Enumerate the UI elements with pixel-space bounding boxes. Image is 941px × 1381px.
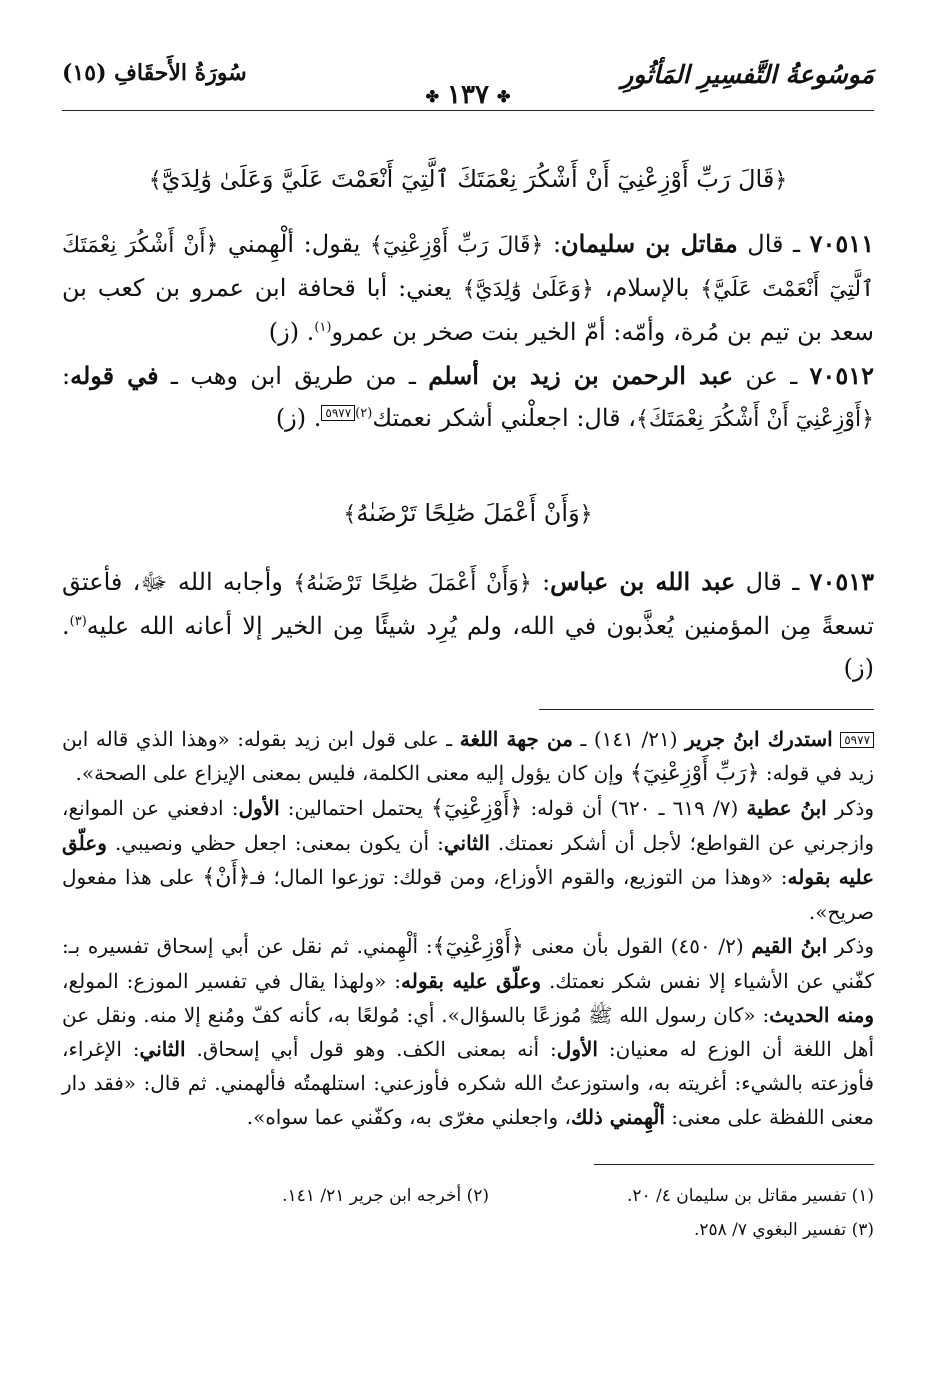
quran-quote: ﴿قَالَ رَبِّ أَوْزِعْنِيٓ﴾: [369, 233, 544, 258]
text-segment: :: [543, 230, 562, 258]
text-segment: : «كان رسول الله ﷺ مُوزعًا بالسؤال». أي: مُولعًا به، كأنه كفّ ومُنع إلا منه. ونقل عن أهل اللغة أن الوزع له معنيان:: [62, 1003, 874, 1061]
text-segment: (٢١/ ١٤١) ـ: [572, 727, 686, 751]
bold-phrase: الأول: [556, 1037, 598, 1061]
quran-quote: ﴿أَنْ أَشْكُرَ نِعْمَتَكَ ٱلَّتِيٓ أَنْعَمْتَ عَلَيَّ﴾: [62, 233, 874, 302]
bold-phrase: استدرك ابنُ جرير: [685, 727, 833, 751]
text-segment: ـ على قول ابن زيد بقوله: «وهذا الذي قاله ابن زيد في قوله:: [62, 727, 874, 785]
commentary-paragraph-2: [62, 791, 874, 929]
footnote-ref[interactable]: (٣): [69, 614, 87, 629]
text-segment: : أن يكون بمعنى: اجعل حظي ونصيبي.: [106, 831, 444, 855]
text-segment: [833, 727, 841, 751]
bold-phrase: ابنُ القيم: [751, 934, 828, 958]
entry-70513: [62, 561, 874, 689]
quran-quote: ﴿وَأَنْ أَعْمَلَ صَٰلِحًا تَرْضَىٰهُ﴾: [293, 571, 532, 596]
footnote-2: (٢) أخرجه ابن جرير ٢١/ ١٤١.: [282, 1186, 489, 1206]
quran-quote: ﴿أَوْزِعْنِيٓ﴾: [431, 796, 523, 821]
text-segment: (٧/ ٦١٩ ـ ٦٢٠) أن قوله:: [522, 796, 747, 820]
page: [62, 58, 874, 1358]
text-segment: (٢/ ٤٥٠) القول بأن معنى: [523, 934, 752, 958]
commentary-ref-box: ٥٩٧٧: [840, 732, 874, 748]
ornament-icon: ✤: [496, 86, 511, 106]
text-segment: . (ز): [62, 612, 874, 682]
ornament-icon: ✤: [425, 86, 440, 106]
entry-number: ٧٠٥١١: [809, 229, 875, 258]
bold-phrase: الأول: [238, 796, 280, 820]
text-segment: وذكر: [827, 934, 874, 958]
main-text: [62, 223, 874, 441]
commentary-paragraph-1: [62, 722, 874, 791]
bold-phrase: ابنُ عطية: [746, 796, 827, 820]
text-segment: ، قال: اجعلْني أشكر نعمتك: [372, 404, 637, 432]
footnote-row: [62, 1179, 874, 1213]
bracket-close: ﴾: [148, 168, 162, 193]
text-segment: بالإسلام،: [593, 274, 701, 302]
bold-phrase: الثاني: [139, 1037, 186, 1061]
text-segment: :: [531, 568, 551, 596]
text-segment: وذكر: [826, 796, 874, 820]
text-segment: : ألْهِمني. ثم نقل عن أبي إسحاق تفسيره بـ: كفّني عن الأشياء إلا نفس شكر نعمتك.: [62, 934, 874, 993]
page-number: ١٣٧: [447, 80, 489, 110]
commentary-paragraph-3: [62, 929, 874, 1134]
text-segment: ، واجعلني مغرّى به، وكفّني عما سواه».: [246, 1105, 571, 1129]
entry-70512: [62, 355, 874, 441]
text-segment: يحتمل احتمالين:: [279, 796, 432, 820]
quran-quote: ﴿رَبِّ أَوْزِعْنِيٓ﴾: [629, 761, 760, 786]
verse-text: وَأَنْ أَعْمَلَ صَٰلِحًا تَرْضَىٰهُ: [356, 499, 580, 527]
main-text-2: [62, 561, 874, 689]
bold-phrase: ومنه الحديث: [769, 1003, 874, 1027]
footnote-row: [62, 1213, 874, 1247]
footnote-ref[interactable]: (٢): [355, 406, 373, 421]
bracket-open: ﴿: [774, 168, 788, 193]
text-segment: : الإغراء، فأوزعته بالشيء: أغريته به، واستوزعتُ الله شكره فأوزعني: استلهمتُه فألهمني. ثم قال: «فقد دار معنى اللفظة على معنى:: [62, 1037, 874, 1129]
commentary: [62, 722, 874, 1134]
bold-phrase: وعلّق عليه بقوله: [62, 831, 875, 889]
text-segment: يعني: أبا قحافة ابن عمرو بن كعب بن سعد بن تيم بن مُرة، وأمّه: أمّ الخير بنت صخر بن عمرو: [62, 274, 874, 346]
narrator-name: عبد الله بن عباس: [550, 567, 736, 596]
footnote-ref[interactable]: (١): [314, 320, 332, 335]
bracket-open: ﴿: [579, 502, 593, 527]
separator-line: [539, 709, 874, 710]
verse-text: قَالَ رَبِّ أَوْزِعْنِيٓ أَنْ أَشْكُرَ نِعْمَتَكَ ٱلَّتِيٓ أَنْعَمْتَ عَلَيَّ وَعَلَىٰ وَٰلِدَيَّ: [161, 165, 775, 193]
surah-title: سُورَةُ الأَحقَافِ (١٥): [62, 60, 247, 86]
quran-quote: ﴿أَنْ﴾: [202, 865, 251, 890]
text-segment: :: [62, 362, 71, 390]
footnotes: [62, 1179, 874, 1247]
quran-quote: ﴿أَوْزِعْنِيٓ﴾: [432, 934, 524, 959]
bold-phrase: من جهة اللغة: [459, 727, 573, 751]
text-segment: : أنه بمعنى الكف. وهو قول أبي إسحاق.: [185, 1037, 557, 1061]
text-segment: وأجابه الله ﷻ، فأعتق تسعةً مِن المؤمنين يُعذَّبون في الله، ولم يُرِد شيئًا مِن الخير إلا أعانه الله عليه: [62, 568, 874, 640]
text-segment: . (ز): [268, 318, 315, 346]
quran-quote: ﴿وَعَلَىٰ وَٰلِدَيَّ﴾: [462, 277, 594, 302]
page-header: [62, 58, 874, 111]
text-segment: ـ قال: [737, 230, 810, 258]
text-segment: وإن كان يؤول إليه معنى الكلمة، فليس بمعنى الإيزاع على الصحة».: [75, 761, 630, 785]
series-title: مَوسُوعةُ التَّفسِيرِ المَأثُورِ: [621, 60, 874, 89]
text-segment: ـ عن: [733, 362, 810, 390]
narrator-name: عبد الرحمن بن زيد بن أسلم: [428, 361, 734, 390]
text-segment: على هذا مفعول صريح».: [62, 865, 874, 924]
quran-quote: ﴿أَوْزِعْنِيٓ أَنْ أَشْكُرَ نِعْمَتَكَ﴾: [636, 407, 874, 432]
verse-heading-1: [62, 165, 874, 193]
text-segment: : «ولهذا يقال في تفسير الموزع: المولع،: [62, 969, 402, 993]
verse-heading-2: [62, 499, 874, 527]
footnote-3: (٣) تفسير البغوي ٧/ ٢٥٨.: [693, 1220, 874, 1240]
entry-number: ٧٠٥١٢: [809, 361, 874, 390]
text-segment: : ادفعني عن الموانع، وازجرني عن القواطع؛ لأجل أن أشكر نعمتك.: [62, 796, 875, 855]
footnote-1: (١) تفسير مقاتل بن سليمان ٤/ ٢٠.: [626, 1186, 874, 1206]
in-his-saying: في قوله: [70, 361, 159, 390]
bracket-close: ﴾: [343, 502, 357, 527]
bold-phrase: ألْهِمني ذلك: [570, 1105, 665, 1129]
text-segment: . (ز): [275, 404, 322, 432]
text-segment: ـ من طريق ابن وهب ـ: [158, 362, 429, 390]
text-segment: ـ قال: [735, 568, 810, 596]
text-segment: : «وهذا من التوزيع، والقوم الأوزاع، ومن قولك: توزعوا المال؛ فـ: [250, 865, 788, 889]
commentary-ref-box[interactable]: ٥٩٧٧: [321, 405, 355, 421]
separator-line: [594, 1164, 874, 1165]
bold-phrase: الثاني: [443, 831, 490, 855]
text-segment: يقول: ألْهِمني: [218, 230, 370, 258]
entry-number: ٧٠٥١٣: [809, 567, 874, 596]
narrator-name: مقاتل بن سليمان: [561, 229, 738, 258]
bold-phrase: وعلّق عليه بقوله: [401, 969, 542, 993]
entry-70511: [62, 223, 874, 353]
